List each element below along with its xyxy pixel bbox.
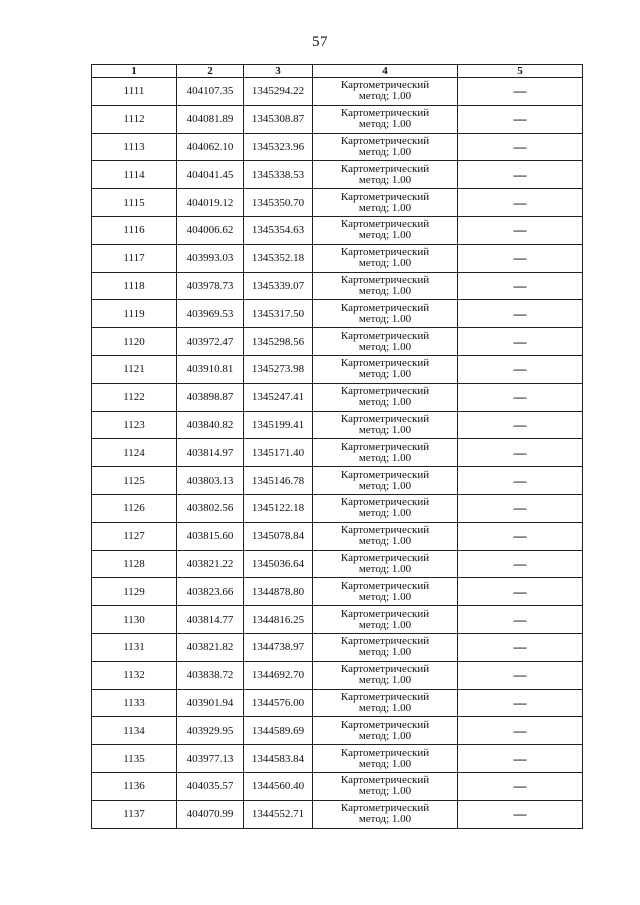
method-precision: метод; 1.00 bbox=[358, 785, 412, 798]
point-number-cell: 1133 bbox=[92, 689, 177, 717]
method-name: Картометрический bbox=[340, 524, 430, 537]
point-number-cell: 1119 bbox=[92, 300, 177, 328]
y-coordinate-cell: 1345199.41 bbox=[244, 411, 313, 439]
method-cell bbox=[313, 772, 458, 800]
method-precision: метод; 1.00 bbox=[358, 590, 412, 603]
note-cell: — bbox=[458, 772, 583, 800]
method-name: Картометрический bbox=[340, 802, 430, 815]
method-name: Картометрический bbox=[340, 551, 430, 564]
y-coordinate-cell: 1345352.18 bbox=[244, 244, 313, 272]
column-header: 3 bbox=[244, 65, 313, 78]
method-cell bbox=[313, 439, 458, 467]
table-row bbox=[92, 189, 583, 217]
point-number-cell: 1130 bbox=[92, 606, 177, 634]
column-header: 1 bbox=[92, 65, 177, 78]
table-row bbox=[92, 244, 583, 272]
x-coordinate-cell: 403838.72 bbox=[177, 661, 244, 689]
point-number-cell: 1118 bbox=[92, 272, 177, 300]
x-coordinate-cell: 403977.13 bbox=[177, 745, 244, 773]
note-cell: — bbox=[458, 439, 583, 467]
table-body bbox=[92, 78, 583, 829]
note-cell: — bbox=[458, 244, 583, 272]
note-cell: — bbox=[458, 272, 583, 300]
x-coordinate-cell: 404062.10 bbox=[177, 133, 244, 161]
method-precision: метод; 1.00 bbox=[358, 757, 412, 770]
table-row bbox=[92, 300, 583, 328]
point-number-cell: 1114 bbox=[92, 161, 177, 189]
y-coordinate-cell: 1344738.97 bbox=[244, 633, 313, 661]
x-coordinate-cell: 403972.47 bbox=[177, 328, 244, 356]
method-precision: метод; 1.00 bbox=[358, 284, 412, 297]
x-coordinate-cell: 403821.22 bbox=[177, 550, 244, 578]
point-number-cell: 1120 bbox=[92, 328, 177, 356]
y-coordinate-cell: 1344878.80 bbox=[244, 578, 313, 606]
x-coordinate-cell: 403814.77 bbox=[177, 606, 244, 634]
method-cell bbox=[313, 550, 458, 578]
y-coordinate-cell: 1345308.87 bbox=[244, 105, 313, 133]
y-coordinate-cell: 1345298.56 bbox=[244, 328, 313, 356]
point-number-cell: 1127 bbox=[92, 522, 177, 550]
y-coordinate-cell: 1345146.78 bbox=[244, 467, 313, 495]
note-cell: — bbox=[458, 383, 583, 411]
x-coordinate-cell: 404019.12 bbox=[177, 189, 244, 217]
method-precision: метод; 1.00 bbox=[358, 507, 412, 520]
x-coordinate-cell: 403898.87 bbox=[177, 383, 244, 411]
point-number-cell: 1132 bbox=[92, 661, 177, 689]
y-coordinate-cell: 1345273.98 bbox=[244, 355, 313, 383]
table-row bbox=[92, 689, 583, 717]
y-coordinate-cell: 1344692.70 bbox=[244, 661, 313, 689]
x-coordinate-cell: 403823.66 bbox=[177, 578, 244, 606]
method-cell bbox=[313, 745, 458, 773]
note-cell: — bbox=[458, 105, 583, 133]
y-coordinate-cell: 1345036.64 bbox=[244, 550, 313, 578]
point-number-cell: 1123 bbox=[92, 411, 177, 439]
method-name: Картометрический bbox=[340, 190, 430, 203]
table-row bbox=[92, 522, 583, 550]
x-coordinate-cell: 404041.45 bbox=[177, 161, 244, 189]
method-precision: метод; 1.00 bbox=[358, 813, 412, 826]
method-name: Картометрический bbox=[340, 496, 430, 509]
table-row bbox=[92, 78, 583, 106]
note-cell: — bbox=[458, 745, 583, 773]
note-cell: — bbox=[458, 467, 583, 495]
note-cell: — bbox=[458, 800, 583, 828]
point-number-cell: 1131 bbox=[92, 633, 177, 661]
table-row bbox=[92, 772, 583, 800]
column-header: 4 bbox=[313, 65, 458, 78]
method-name: Картометрический bbox=[340, 273, 430, 286]
method-cell bbox=[313, 105, 458, 133]
table-row bbox=[92, 216, 583, 244]
method-name: Картометрический bbox=[340, 162, 430, 175]
note-cell: — bbox=[458, 550, 583, 578]
point-number-cell: 1124 bbox=[92, 439, 177, 467]
method-name: Картометрический bbox=[340, 357, 430, 370]
point-number-cell: 1126 bbox=[92, 494, 177, 522]
method-precision: метод; 1.00 bbox=[358, 396, 412, 409]
table-row bbox=[92, 578, 583, 606]
point-number-cell: 1116 bbox=[92, 216, 177, 244]
method-precision: метод; 1.00 bbox=[358, 145, 412, 158]
method-precision: метод; 1.00 bbox=[358, 257, 412, 270]
note-cell: — bbox=[458, 189, 583, 217]
method-precision: метод; 1.00 bbox=[358, 479, 412, 492]
method-name: Картометрический bbox=[340, 774, 430, 787]
table-row bbox=[92, 161, 583, 189]
x-coordinate-cell: 403815.60 bbox=[177, 522, 244, 550]
note-cell: — bbox=[458, 606, 583, 634]
method-name: Картометрический bbox=[340, 579, 430, 592]
method-cell bbox=[313, 216, 458, 244]
y-coordinate-cell: 1345323.96 bbox=[244, 133, 313, 161]
y-coordinate-cell: 1344583.84 bbox=[244, 745, 313, 773]
y-coordinate-cell: 1344576.00 bbox=[244, 689, 313, 717]
y-coordinate-cell: 1345317.50 bbox=[244, 300, 313, 328]
point-number-cell: 1111 bbox=[92, 78, 177, 106]
y-coordinate-cell: 1345350.70 bbox=[244, 189, 313, 217]
y-coordinate-cell: 1344589.69 bbox=[244, 717, 313, 745]
table-row bbox=[92, 133, 583, 161]
method-cell bbox=[313, 244, 458, 272]
y-coordinate-cell: 1344552.71 bbox=[244, 800, 313, 828]
note-cell: — bbox=[458, 411, 583, 439]
method-precision: метод; 1.00 bbox=[358, 340, 412, 353]
method-name: Картометрический bbox=[340, 663, 430, 676]
method-cell bbox=[313, 411, 458, 439]
y-coordinate-cell: 1345247.41 bbox=[244, 383, 313, 411]
method-precision: метод; 1.00 bbox=[358, 451, 412, 464]
point-number-cell: 1122 bbox=[92, 383, 177, 411]
method-cell bbox=[313, 689, 458, 717]
x-coordinate-cell: 403802.56 bbox=[177, 494, 244, 522]
method-name: Картометрический bbox=[340, 690, 430, 703]
table-row bbox=[92, 383, 583, 411]
table-row bbox=[92, 439, 583, 467]
column-header: 5 bbox=[458, 65, 583, 78]
note-cell: — bbox=[458, 328, 583, 356]
method-cell bbox=[313, 161, 458, 189]
method-precision: метод; 1.00 bbox=[358, 423, 412, 436]
note-cell: — bbox=[458, 689, 583, 717]
method-cell bbox=[313, 522, 458, 550]
y-coordinate-cell: 1345354.63 bbox=[244, 216, 313, 244]
method-cell bbox=[313, 467, 458, 495]
note-cell: — bbox=[458, 494, 583, 522]
method-name: Картометрический bbox=[340, 468, 430, 481]
table-row bbox=[92, 661, 583, 689]
note-cell: — bbox=[458, 133, 583, 161]
point-number-cell: 1125 bbox=[92, 467, 177, 495]
point-number-cell: 1121 bbox=[92, 355, 177, 383]
method-cell bbox=[313, 300, 458, 328]
table-row bbox=[92, 606, 583, 634]
method-precision: метод; 1.00 bbox=[358, 646, 412, 659]
point-number-cell: 1134 bbox=[92, 717, 177, 745]
point-number-cell: 1117 bbox=[92, 244, 177, 272]
note-cell: — bbox=[458, 216, 583, 244]
x-coordinate-cell: 403993.03 bbox=[177, 244, 244, 272]
y-coordinate-cell: 1345339.07 bbox=[244, 272, 313, 300]
method-cell bbox=[313, 133, 458, 161]
y-coordinate-cell: 1345171.40 bbox=[244, 439, 313, 467]
method-name: Картометрический bbox=[340, 218, 430, 231]
y-coordinate-cell: 1345122.18 bbox=[244, 494, 313, 522]
method-name: Картометрический bbox=[340, 412, 430, 425]
x-coordinate-cell: 403978.73 bbox=[177, 272, 244, 300]
method-cell bbox=[313, 272, 458, 300]
x-coordinate-cell: 403840.82 bbox=[177, 411, 244, 439]
method-cell bbox=[313, 661, 458, 689]
method-cell bbox=[313, 189, 458, 217]
note-cell: — bbox=[458, 633, 583, 661]
method-cell bbox=[313, 383, 458, 411]
x-coordinate-cell: 403821.82 bbox=[177, 633, 244, 661]
method-name: Картометрический bbox=[340, 134, 430, 147]
method-name: Картометрический bbox=[340, 301, 430, 314]
method-cell bbox=[313, 578, 458, 606]
note-cell: — bbox=[458, 717, 583, 745]
column-header: 2 bbox=[177, 65, 244, 78]
table-row bbox=[92, 411, 583, 439]
method-precision: метод; 1.00 bbox=[358, 535, 412, 548]
method-cell bbox=[313, 800, 458, 828]
x-coordinate-cell: 403969.53 bbox=[177, 300, 244, 328]
note-cell: — bbox=[458, 161, 583, 189]
x-coordinate-cell: 404107.35 bbox=[177, 78, 244, 106]
point-number-cell: 1112 bbox=[92, 105, 177, 133]
method-cell bbox=[313, 633, 458, 661]
method-name: Картометрический bbox=[340, 440, 430, 453]
note-cell: — bbox=[458, 522, 583, 550]
method-precision: метод; 1.00 bbox=[358, 229, 412, 242]
method-cell bbox=[313, 606, 458, 634]
x-coordinate-cell: 404070.99 bbox=[177, 800, 244, 828]
note-cell: — bbox=[458, 300, 583, 328]
coordinates-table bbox=[91, 64, 583, 829]
method-precision: метод; 1.00 bbox=[358, 701, 412, 714]
note-cell: — bbox=[458, 78, 583, 106]
x-coordinate-cell: 403910.81 bbox=[177, 355, 244, 383]
method-cell bbox=[313, 355, 458, 383]
table-row bbox=[92, 494, 583, 522]
method-precision: метод; 1.00 bbox=[358, 201, 412, 214]
note-cell: — bbox=[458, 661, 583, 689]
y-coordinate-cell: 1345338.53 bbox=[244, 161, 313, 189]
y-coordinate-cell: 1345078.84 bbox=[244, 522, 313, 550]
table-row bbox=[92, 467, 583, 495]
table-row bbox=[92, 328, 583, 356]
point-number-cell: 1115 bbox=[92, 189, 177, 217]
table-row bbox=[92, 272, 583, 300]
method-name: Картометрический bbox=[340, 329, 430, 342]
x-coordinate-cell: 403929.95 bbox=[177, 717, 244, 745]
method-precision: метод; 1.00 bbox=[358, 173, 412, 186]
method-precision: метод; 1.00 bbox=[358, 618, 412, 631]
method-precision: метод; 1.00 bbox=[358, 674, 412, 687]
method-precision: метод; 1.00 bbox=[358, 562, 412, 575]
y-coordinate-cell: 1344816.25 bbox=[244, 606, 313, 634]
note-cell: — bbox=[458, 578, 583, 606]
method-name: Картометрический bbox=[340, 79, 430, 92]
method-name: Картометрический bbox=[340, 607, 430, 620]
x-coordinate-cell: 404081.89 bbox=[177, 105, 244, 133]
table-row bbox=[92, 105, 583, 133]
x-coordinate-cell: 404035.57 bbox=[177, 772, 244, 800]
method-cell bbox=[313, 78, 458, 106]
method-precision: метод; 1.00 bbox=[358, 90, 412, 103]
table-row bbox=[92, 717, 583, 745]
method-name: Картометрический bbox=[340, 246, 430, 259]
method-precision: метод; 1.00 bbox=[358, 729, 412, 742]
table-row bbox=[92, 550, 583, 578]
method-name: Картометрический bbox=[340, 746, 430, 759]
point-number-cell: 1128 bbox=[92, 550, 177, 578]
x-coordinate-cell: 403901.94 bbox=[177, 689, 244, 717]
y-coordinate-cell: 1344560.40 bbox=[244, 772, 313, 800]
point-number-cell: 1137 bbox=[92, 800, 177, 828]
point-number-cell: 1113 bbox=[92, 133, 177, 161]
method-cell bbox=[313, 717, 458, 745]
table-header-row bbox=[92, 65, 583, 78]
table-row bbox=[92, 800, 583, 828]
point-number-cell: 1136 bbox=[92, 772, 177, 800]
method-cell bbox=[313, 328, 458, 356]
method-precision: метод; 1.00 bbox=[358, 118, 412, 131]
method-name: Картометрический bbox=[340, 107, 430, 120]
y-coordinate-cell: 1345294.22 bbox=[244, 78, 313, 106]
method-name: Картометрический bbox=[340, 718, 430, 731]
method-name: Картометрический bbox=[340, 635, 430, 648]
method-precision: метод; 1.00 bbox=[358, 312, 412, 325]
method-name: Картометрический bbox=[340, 385, 430, 398]
note-cell: — bbox=[458, 355, 583, 383]
table-row bbox=[92, 633, 583, 661]
table-row bbox=[92, 355, 583, 383]
point-number-cell: 1129 bbox=[92, 578, 177, 606]
table-row bbox=[92, 745, 583, 773]
x-coordinate-cell: 403803.13 bbox=[177, 467, 244, 495]
x-coordinate-cell: 403814.97 bbox=[177, 439, 244, 467]
point-number-cell: 1135 bbox=[92, 745, 177, 773]
method-cell bbox=[313, 494, 458, 522]
page-number: 57 bbox=[312, 34, 328, 50]
method-precision: метод; 1.00 bbox=[358, 368, 412, 381]
x-coordinate-cell: 404006.62 bbox=[177, 216, 244, 244]
